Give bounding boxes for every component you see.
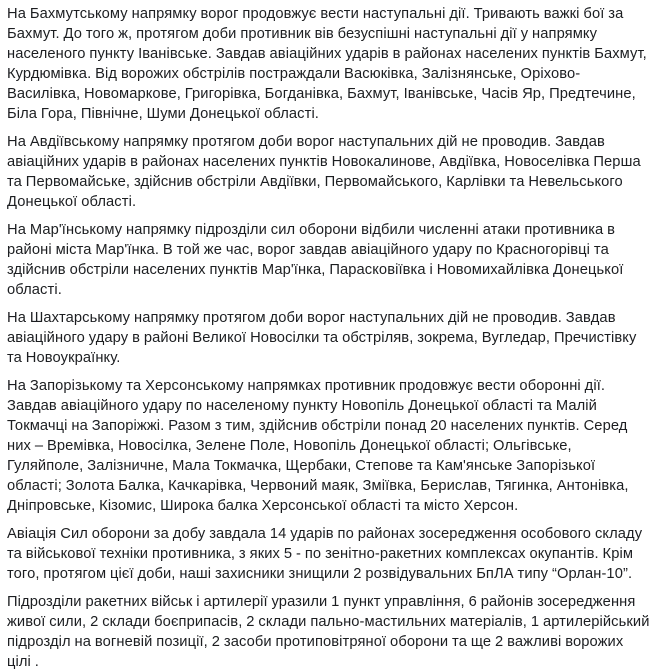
paragraph-aviation-strikes: Авіація Сил оборони за добу завдала 14 ударів по районах зосередження особового складу та військової техніки противника, з яких 5 - по зенітно-ракетних комплексах окупантів. Крім того, протягом цієї доби, наші захисники знищили 2 розвідувальних БпЛА типу “Орлан-10”. <box>7 526 647 582</box>
paragraph-shakhtarsk-direction: На Шахтарському напрямку протягом доби ворог наступальних дій не проводив. Завдав авіаційного удару в районі Великої Новосілки та обстріляв, зокрема, Вугледар, Пречистівку та Новоукраїнку. <box>7 310 641 366</box>
paragraph-avdiivka-direction: На Авдіївському напрямку протягом доби ворог наступальних дій не проводив. Завдав авіаційних ударів в районах населених пунктів Новокалинове, Авдіївка, Новоселівка Перша та Первомайське, здійснив обстріли Авдіївки, Первомайського, Карлівки та Невельського Донецької області. <box>7 134 645 210</box>
paragraph-bakhmut-direction: На Бахмутському напрямку ворог продовжує вести наступальні дії. Тривають важкі бої за Бахмут. До того ж, протягом доби противник вів безуспішні наступальні дії у напрямку населеного пункту Іванівське. Завдав авіаційних ударів в районах населених пунктів Бахмут, Курдюмівка. Від ворожих обстрілів постраждали Васюківка, Залізнянське, Оріхово-Василівка, Новомаркове, Григорівка, Богданівка, Бахмут, Іванівське, Часів Яр, Предтечине, Біла Гора, Північне, Шуми Донецької області. <box>7 6 651 122</box>
paragraph-zaporizhzhia-kherson-direction: На Запорізькому та Херсонському напрямках противник продовжує вести оборонні дії. Завдав авіаційного удару по населеному пункту Новопіль Донецької області та Малій Токмачці на Запоріжжі. Разом з тим, здійснив обстріли понад 20 населених пунктів. Серед них – Времівка, Новосілка, Зелене Поле, Новопіль Донецької області; Ольгівське, Гуляйполе, Залізничне, Мала Токмачка, Щербаки, Степове та Кам'янське Запорізької області; Золота Балка, Качкарівка, Червоний маяк, Зміївка, Берислав, Тягинка, Антонівка, Дніпровське, Кізомис, Широка балка Херсонської області та місто Херсон. <box>7 378 633 514</box>
paragraph-missile-artillery-strikes: Підрозділи ракетних військ і артилерії уразили 1 пункт управління, 6 районів зосередження живої сили, 2 склади боєприпасів, 2 склади пально-мастильних матеріалів, 1 артилерійський підрозділ на вогневій позиції, 2 засоби протиповітряної оборони та ще 2 важливі ворожих цілі . <box>7 594 654 670</box>
paragraph-marinka-direction: На Мар'їнському напрямку підрозділи сил оборони відбили численні атаки противника в районі міста Мар'їнка. В той же час, ворог завдав авіаційного удару по Красногорівці та здійснив обстріли населених пунктів Мар'їнка, Парасковіївка і Новомихайлівка Донецької області. <box>7 222 628 298</box>
